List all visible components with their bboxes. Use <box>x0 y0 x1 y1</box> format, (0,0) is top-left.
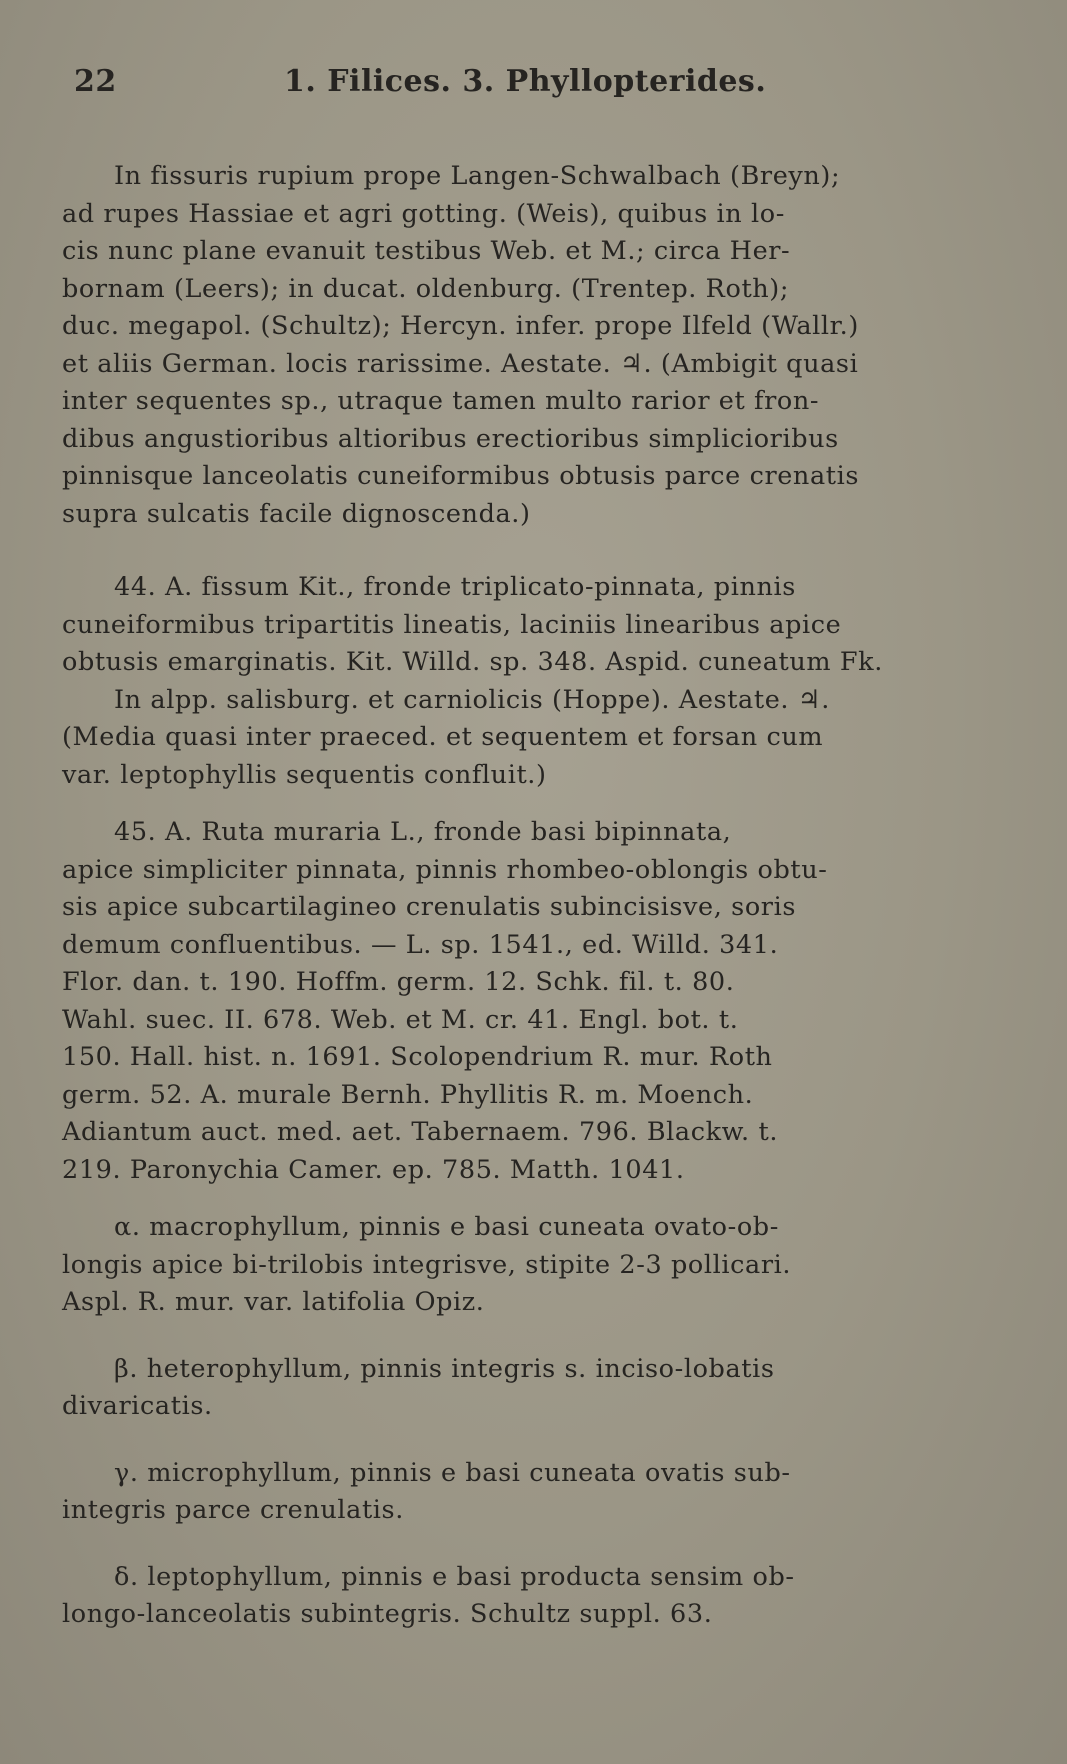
text-line: γ. microphyllum, pinnis e basi cuneata ovatis sub- <box>114 1457 791 1488</box>
text-line: bornam (Leers); in ducat. oldenburg. (Trentep. Roth); <box>62 273 790 304</box>
text-line: δ. leptophyllum, pinnis e basi producta sensim ob- <box>114 1561 795 1592</box>
text-line: longo-lanceolatis subintegris. Schultz suppl. 63. <box>62 1599 713 1629</box>
text-line: Aspl. R. mur. var. latifolia Opiz. <box>62 1287 485 1317</box>
paragraph-spacer <box>62 794 1045 814</box>
text-line: inter sequentes sp., utraque tamen multo rarior et fron- <box>62 386 820 416</box>
page-header <box>74 64 1045 112</box>
paragraph-spacer <box>62 1530 1045 1559</box>
text-line: obtusis emarginatis. Kit. Willd. sp. 348. Aspid. cuneatum Fk. <box>62 647 883 677</box>
text-line: supra sulcatis facile dignoscenda.) <box>62 498 531 529</box>
text-line: apice simpliciter pinnata, pinnis rhombeo-oblongis obtu- <box>62 854 828 885</box>
variety-delta <box>62 1559 1045 1634</box>
text-line: 150. Hall. hist. n. 1691. Scolopendrium R. mur. Roth <box>62 1042 773 1072</box>
paragraph-spacer <box>62 1322 1045 1351</box>
species-entry-44 <box>62 569 1045 682</box>
text-line: 44. A. fissum Kit., fronde triplicato-pinnata, pinnis <box>114 572 796 602</box>
paragraph-habitat <box>62 158 1045 533</box>
text-line: et aliis German. locis rarissime. Aestate. ♃. (Ambigit quasi <box>62 348 859 379</box>
text-line: longis apice bi-trilobis integrisve, stipite 2-3 pollicari. <box>62 1249 792 1280</box>
text-line: In fissuris rupium prope Langen-Schwalbach (Breyn); <box>114 161 841 191</box>
text-line: β. heterophyllum, pinnis integris s. inciso-lobatis <box>114 1353 775 1384</box>
running-title: 1. Filices. 3. Phyllopterides. <box>284 64 767 99</box>
species-44-habitat <box>62 682 1045 795</box>
text-line: cis nunc plane evanuit testibus Web. et M.; circa Her- <box>62 236 791 266</box>
text-line: var. leptophyllis sequentis confluit.) <box>62 759 547 790</box>
text-line: demum confluentibus. — L. sp. 1541., ed. Willd. 341. <box>62 929 779 960</box>
text-line: ad rupes Hassiae et agri gotting. (Weis), quibus in lo- <box>62 198 785 229</box>
text-line: Adiantum auct. med. aet. Tabernaem. 796. Blackw. t. <box>62 1117 779 1147</box>
paragraph-spacer <box>62 533 1045 569</box>
text-line: cuneiformibus tripartitis lineatis, laciniis linearibus apice <box>62 609 842 640</box>
text-line: Flor. dan. t. 190. Hoffm. germ. 12. Schk. fil. t. 80. <box>62 967 735 997</box>
variety-gamma <box>62 1455 1045 1530</box>
text-line: integris parce crenulatis. <box>62 1495 404 1525</box>
text-line: divaricatis. <box>62 1391 213 1421</box>
text-line: In alpp. salisburg. et carniolicis (Hoppe). Aestate. ♃. <box>114 684 830 715</box>
text-line: 219. Paronychia Camer. ep. 785. Matth. 1041. <box>62 1154 685 1185</box>
text-line: Wahl. suec. II. 678. Web. et M. cr. 41. Engl. bot. t. <box>62 1004 739 1035</box>
text-line: duc. megapol. (Schultz); Hercyn. infer. prope Ilfeld (Wallr.) <box>62 311 859 341</box>
text-line: dibus angustioribus altioribus erectioribus simplicioribus <box>62 423 839 454</box>
text-line: sis apice subcartilagineo crenulatis subincisisve, soris <box>62 892 797 922</box>
text-line: 45. A. Ruta muraria L., fronde basi bipinnata, <box>114 817 732 847</box>
paragraph-spacer <box>62 1426 1045 1455</box>
paragraph-spacer <box>62 1189 1045 1209</box>
text-line: germ. 52. A. murale Bernh. Phyllitis R. m. Moench. <box>62 1079 754 1110</box>
page-number: 22 <box>74 64 117 99</box>
variety-alpha <box>62 1209 1045 1322</box>
species-entry-45 <box>62 814 1045 1189</box>
text-line: α. macrophyllum, pinnis e basi cuneata ovato-ob- <box>114 1212 779 1242</box>
text-line: (Media quasi inter praeced. et sequentem et forsan cum <box>62 722 824 752</box>
variety-beta <box>62 1351 1045 1426</box>
page-body <box>62 158 1045 1634</box>
text-line: pinnisque lanceolatis cuneiformibus obtusis parce crenatis <box>62 461 860 491</box>
